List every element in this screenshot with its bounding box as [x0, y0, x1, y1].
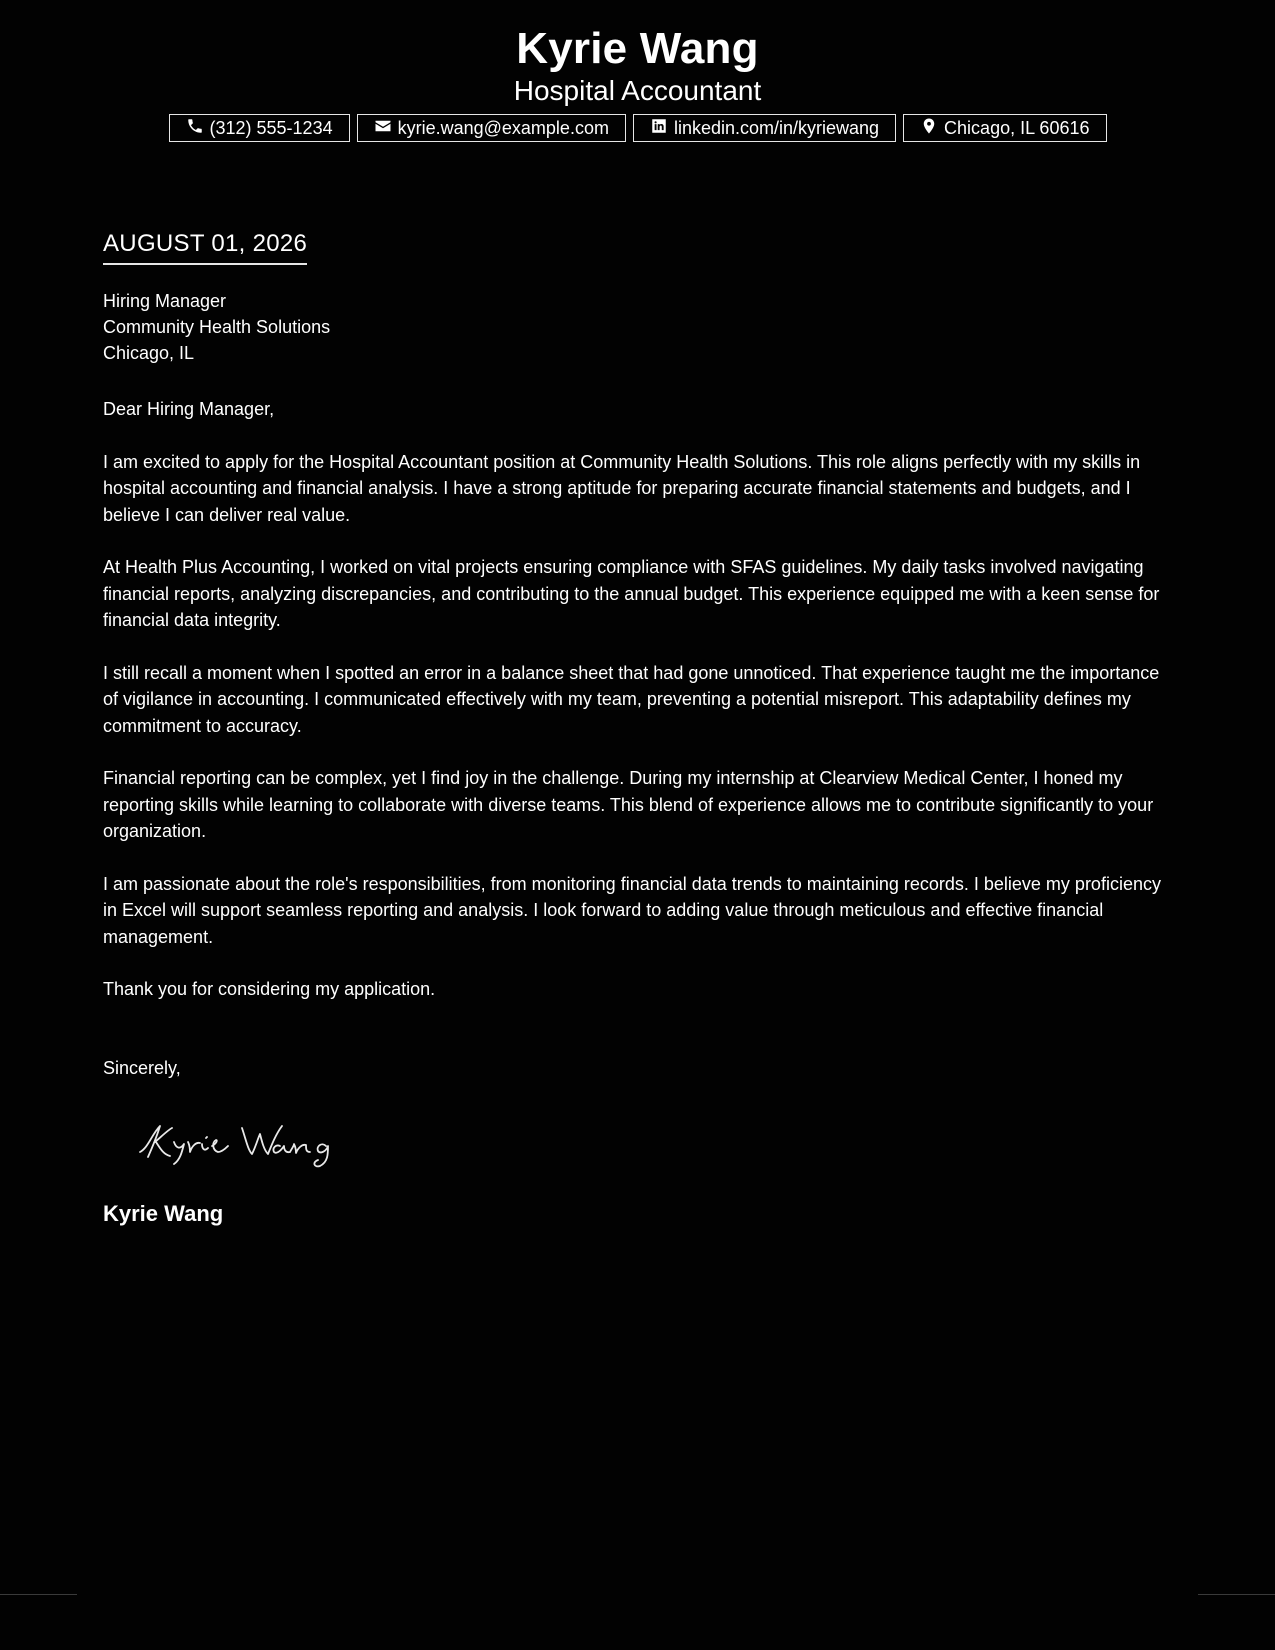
- envelope-icon: [374, 117, 392, 140]
- linkedin-icon: [650, 117, 668, 140]
- recipient-block: [103, 288, 330, 366]
- map-marker-icon: [920, 117, 938, 140]
- body-paragraph: I still recall a moment when I spotted an error in a balance sheet that had gone unnoticed. That experience taught me the importance of vigilance in accounting. I communicated effectively with my team, preventing a potential misreport. This adaptability defines my commitment to accuracy.: [103, 662, 1160, 736]
- body-paragraph: I am excited to apply for the Hospital Accountant position at Community Health Solutions. This role aligns perfectly with my skills in hospital accounting and financial analysis. I have a strong aptitude for preparing accurate financial statements and budgets, and I believe I can deliver real value.: [103, 451, 1141, 525]
- recipient-line: Hiring Manager: [103, 291, 227, 311]
- footer-rule-left: [0, 1594, 77, 1595]
- recipient-line: Community Health Solutions: [103, 317, 331, 337]
- body-paragraph: Thank you for considering my application.: [103, 979, 436, 999]
- applicant-title: Hospital Accountant: [513, 75, 762, 106]
- letter-body: [103, 396, 1178, 1029]
- salutation: Dear Hiring Manager,: [103, 399, 275, 419]
- phone-icon: [186, 117, 204, 140]
- contact-location[interactable]: [903, 114, 1106, 142]
- email-text: kyrie.wang@example.com: [397, 117, 609, 138]
- contact-phone[interactable]: [169, 114, 350, 142]
- recipient-line: Chicago, IL: [103, 343, 195, 363]
- linkedin-text: linkedin.com/in/kyriewang: [673, 117, 880, 138]
- signer-name: Kyrie Wang: [103, 1201, 224, 1226]
- contact-linkedin[interactable]: [633, 114, 896, 142]
- body-paragraph: At Health Plus Accounting, I worked on vital projects ensuring compliance with SFAS guidelines. My daily tasks involved navigating financial reports, analyzing discrepancies, and contributing to the annual budget. This experience equipped me with a keen sense for financial data integrity.: [103, 557, 1160, 630]
- handwritten-signature: [130, 1112, 350, 1168]
- contact-bar: [0, 114, 1275, 142]
- letter-date: AUGUST 01, 2026: [103, 229, 307, 265]
- closing-line: Sincerely,: [103, 1058, 181, 1078]
- phone-text: (312) 555-1234: [209, 117, 333, 138]
- body-paragraph: I am passionate about the role's responsibilities, from monitoring financial data trends to maintaining records. I believe my proficiency in Excel will support seamless reporting and analysis. I look forward to adding value through meticulous and effective financial management.: [103, 873, 1161, 947]
- body-paragraph: Financial reporting can be complex, yet I find joy in the challenge. During my internship at Clearview Medical Center, I honed my reporting skills while learning to collaborate with diverse teams. This blend of experience allows me to contribute significantly to your organization.: [103, 768, 1154, 841]
- location-text: Chicago, IL 60616: [944, 117, 1090, 138]
- applicant-name: Kyrie Wang: [516, 24, 759, 73]
- footer-rule-right: [1198, 1594, 1275, 1595]
- letter-header: [0, 22, 1275, 108]
- contact-email[interactable]: [357, 114, 626, 142]
